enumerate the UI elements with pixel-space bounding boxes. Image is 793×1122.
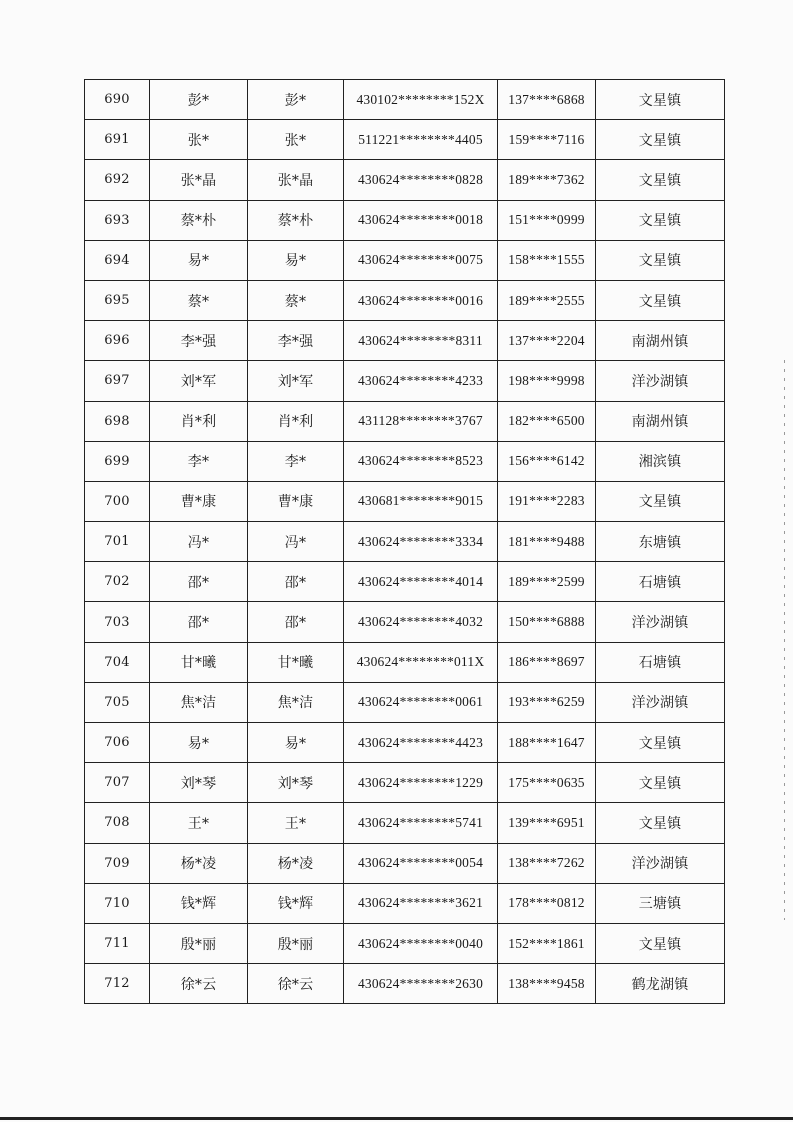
- table-row: [85, 562, 725, 602]
- cell-id-number: 431128********3767: [344, 401, 498, 441]
- cell-serial-number: 691: [85, 120, 150, 160]
- cell-id-number: 430624********4233: [344, 361, 498, 401]
- records-table: [84, 79, 725, 1004]
- cell-serial-number: 703: [85, 602, 150, 642]
- cell-name: 蔡*朴: [150, 200, 248, 240]
- cell-id-number: 430624********2630: [344, 964, 498, 1004]
- cell-name-repeat: 徐*云: [248, 964, 344, 1004]
- cell-name-repeat: 邵*: [248, 602, 344, 642]
- cell-phone: 158****1555: [498, 240, 596, 280]
- cell-serial-number: 708: [85, 803, 150, 843]
- table-row: [85, 964, 725, 1004]
- cell-serial-number: 697: [85, 361, 150, 401]
- cell-name: 蔡*: [150, 280, 248, 320]
- cell-town: 文星镇: [596, 803, 725, 843]
- cell-town: 文星镇: [596, 481, 725, 521]
- cell-id-number: 430624********3334: [344, 522, 498, 562]
- table-row: [85, 642, 725, 682]
- cell-phone: 188****1647: [498, 723, 596, 763]
- table-row: [85, 843, 725, 883]
- cell-name: 王*: [150, 803, 248, 843]
- table-row: [85, 441, 725, 481]
- table-row: [85, 80, 725, 120]
- cell-town: 东塘镇: [596, 522, 725, 562]
- cell-phone: 181****9488: [498, 522, 596, 562]
- cell-name-repeat: 殷*丽: [248, 923, 344, 963]
- table-row: [85, 401, 725, 441]
- table-row: [85, 723, 725, 763]
- cell-phone: 150****6888: [498, 602, 596, 642]
- cell-town: 文星镇: [596, 200, 725, 240]
- table-row: [85, 522, 725, 562]
- cell-serial-number: 695: [85, 280, 150, 320]
- table-row: [85, 481, 725, 521]
- cell-id-number: 430624********5741: [344, 803, 498, 843]
- cell-name: 冯*: [150, 522, 248, 562]
- table-row: [85, 923, 725, 963]
- cell-town: 石塘镇: [596, 562, 725, 602]
- cell-name-repeat: 邵*: [248, 562, 344, 602]
- cell-serial-number: 707: [85, 763, 150, 803]
- cell-name: 钱*辉: [150, 883, 248, 923]
- cell-id-number: 430102********152X: [344, 80, 498, 120]
- cell-town: 文星镇: [596, 763, 725, 803]
- cell-town: 文星镇: [596, 80, 725, 120]
- table-row: [85, 883, 725, 923]
- cell-name: 邵*: [150, 602, 248, 642]
- cell-name: 刘*军: [150, 361, 248, 401]
- cell-town: 文星镇: [596, 723, 725, 763]
- cell-name-repeat: 张*晶: [248, 160, 344, 200]
- cell-serial-number: 700: [85, 481, 150, 521]
- table-row: [85, 682, 725, 722]
- cell-phone: 193****6259: [498, 682, 596, 722]
- table-row: [85, 803, 725, 843]
- cell-town: 洋沙湖镇: [596, 682, 725, 722]
- cell-phone: 152****1861: [498, 923, 596, 963]
- cell-name-repeat: 刘*琴: [248, 763, 344, 803]
- cell-serial-number: 709: [85, 843, 150, 883]
- cell-serial-number: 693: [85, 200, 150, 240]
- records-body: [85, 80, 725, 1004]
- cell-town: 文星镇: [596, 160, 725, 200]
- cell-name-repeat: 曹*康: [248, 481, 344, 521]
- cell-phone: 138****9458: [498, 964, 596, 1004]
- cell-id-number: 430624********4014: [344, 562, 498, 602]
- cell-phone: 189****2555: [498, 280, 596, 320]
- cell-serial-number: 692: [85, 160, 150, 200]
- cell-name-repeat: 李*强: [248, 321, 344, 361]
- cell-name: 殷*丽: [150, 923, 248, 963]
- cell-town: 南湖州镇: [596, 401, 725, 441]
- cell-town: 石塘镇: [596, 642, 725, 682]
- cell-phone: 189****2599: [498, 562, 596, 602]
- cell-name-repeat: 易*: [248, 240, 344, 280]
- table-row: [85, 763, 725, 803]
- cell-phone: 186****8697: [498, 642, 596, 682]
- cell-town: 文星镇: [596, 240, 725, 280]
- cell-name: 张*: [150, 120, 248, 160]
- cell-name: 甘*曦: [150, 642, 248, 682]
- cell-name-repeat: 张*: [248, 120, 344, 160]
- cell-town: 鹤龙湖镇: [596, 964, 725, 1004]
- cell-serial-number: 696: [85, 321, 150, 361]
- cell-phone: 137****2204: [498, 321, 596, 361]
- cell-town: 南湖州镇: [596, 321, 725, 361]
- cell-serial-number: 694: [85, 240, 150, 280]
- cell-town: 洋沙湖镇: [596, 602, 725, 642]
- cell-name: 肖*利: [150, 401, 248, 441]
- table-row: [85, 240, 725, 280]
- cell-town: 文星镇: [596, 120, 725, 160]
- cell-town: 三塘镇: [596, 883, 725, 923]
- cell-town: 洋沙湖镇: [596, 843, 725, 883]
- cell-id-number: 430624********8311: [344, 321, 498, 361]
- cell-serial-number: 698: [85, 401, 150, 441]
- cell-name-repeat: 刘*军: [248, 361, 344, 401]
- cell-name-repeat: 李*: [248, 441, 344, 481]
- cell-name-repeat: 焦*洁: [248, 682, 344, 722]
- cell-id-number: 430624********0054: [344, 843, 498, 883]
- cell-town: 湘滨镇: [596, 441, 725, 481]
- cell-id-number: 430681********9015: [344, 481, 498, 521]
- cell-town: 文星镇: [596, 280, 725, 320]
- cell-name: 徐*云: [150, 964, 248, 1004]
- cell-name-repeat: 肖*利: [248, 401, 344, 441]
- cell-serial-number: 705: [85, 682, 150, 722]
- cell-name: 邵*: [150, 562, 248, 602]
- cell-id-number: 430624********4032: [344, 602, 498, 642]
- cell-phone: 175****0635: [498, 763, 596, 803]
- cell-phone: 137****6868: [498, 80, 596, 120]
- cell-town: 文星镇: [596, 923, 725, 963]
- cell-name-repeat: 王*: [248, 803, 344, 843]
- cell-serial-number: 702: [85, 562, 150, 602]
- cell-phone: 198****9998: [498, 361, 596, 401]
- cell-name: 彭*: [150, 80, 248, 120]
- table-row: [85, 120, 725, 160]
- cell-id-number: 430624********4423: [344, 723, 498, 763]
- cell-name: 曹*康: [150, 481, 248, 521]
- scan-bottom-edge: [0, 1117, 793, 1120]
- cell-id-number: 430624********0018: [344, 200, 498, 240]
- cell-name: 李*: [150, 441, 248, 481]
- table-row: [85, 321, 725, 361]
- scan-edge-mark: [784, 360, 785, 920]
- cell-id-number: 511221********4405: [344, 120, 498, 160]
- table-row: [85, 200, 725, 240]
- cell-name: 易*: [150, 240, 248, 280]
- cell-serial-number: 704: [85, 642, 150, 682]
- cell-name: 易*: [150, 723, 248, 763]
- table-row: [85, 361, 725, 401]
- cell-name-repeat: 钱*辉: [248, 883, 344, 923]
- cell-id-number: 430624********0075: [344, 240, 498, 280]
- cell-serial-number: 711: [85, 923, 150, 963]
- cell-name-repeat: 彭*: [248, 80, 344, 120]
- cell-name-repeat: 冯*: [248, 522, 344, 562]
- cell-serial-number: 701: [85, 522, 150, 562]
- table-row: [85, 280, 725, 320]
- cell-name-repeat: 甘*曦: [248, 642, 344, 682]
- cell-id-number: 430624********3621: [344, 883, 498, 923]
- cell-name: 张*晶: [150, 160, 248, 200]
- cell-id-number: 430624********0061: [344, 682, 498, 722]
- cell-serial-number: 699: [85, 441, 150, 481]
- cell-phone: 156****6142: [498, 441, 596, 481]
- cell-phone: 182****6500: [498, 401, 596, 441]
- cell-phone: 151****0999: [498, 200, 596, 240]
- cell-serial-number: 690: [85, 80, 150, 120]
- cell-town: 洋沙湖镇: [596, 361, 725, 401]
- cell-name: 李*强: [150, 321, 248, 361]
- cell-serial-number: 706: [85, 723, 150, 763]
- cell-id-number: 430624********011X: [344, 642, 498, 682]
- cell-name: 刘*琴: [150, 763, 248, 803]
- cell-name-repeat: 易*: [248, 723, 344, 763]
- cell-id-number: 430624********0016: [344, 280, 498, 320]
- cell-phone: 139****6951: [498, 803, 596, 843]
- cell-serial-number: 712: [85, 964, 150, 1004]
- cell-name-repeat: 杨*凌: [248, 843, 344, 883]
- cell-phone: 189****7362: [498, 160, 596, 200]
- cell-phone: 191****2283: [498, 481, 596, 521]
- cell-id-number: 430624********1229: [344, 763, 498, 803]
- cell-id-number: 430624********0040: [344, 923, 498, 963]
- cell-id-number: 430624********8523: [344, 441, 498, 481]
- cell-phone: 138****7262: [498, 843, 596, 883]
- cell-phone: 159****7116: [498, 120, 596, 160]
- cell-name: 焦*洁: [150, 682, 248, 722]
- cell-serial-number: 710: [85, 883, 150, 923]
- cell-name-repeat: 蔡*朴: [248, 200, 344, 240]
- cell-name-repeat: 蔡*: [248, 280, 344, 320]
- cell-name: 杨*凌: [150, 843, 248, 883]
- table-row: [85, 160, 725, 200]
- table-row: [85, 602, 725, 642]
- cell-phone: 178****0812: [498, 883, 596, 923]
- cell-id-number: 430624********0828: [344, 160, 498, 200]
